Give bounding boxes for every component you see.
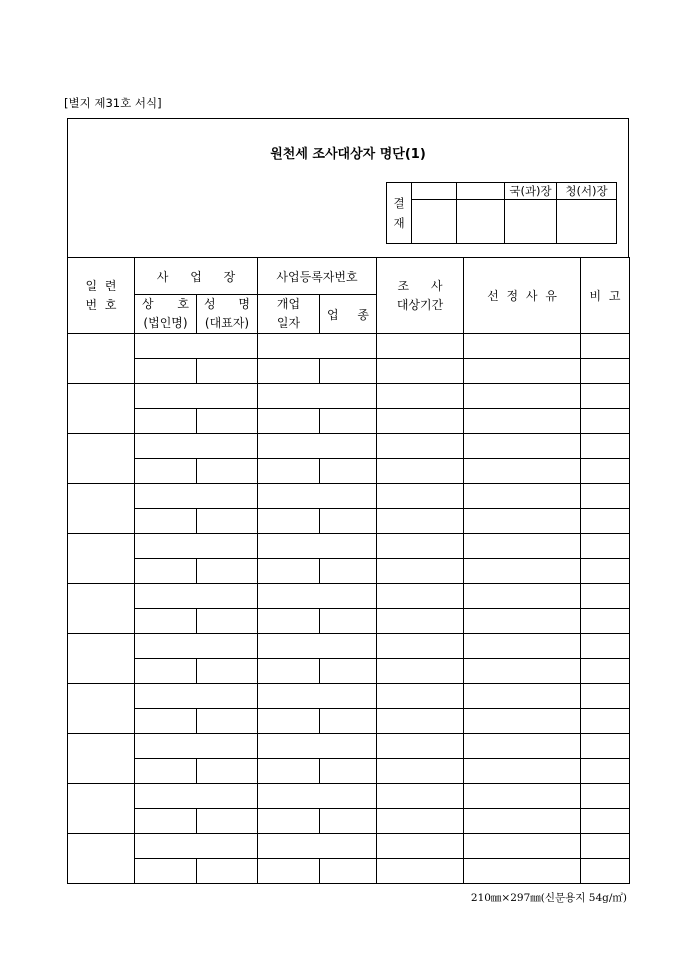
table-body [68, 334, 630, 884]
entry-row-upper [68, 484, 630, 509]
header-row-top [68, 258, 630, 295]
industry-cell [320, 509, 377, 534]
entry-row-upper [68, 434, 630, 459]
approval-sign-row [387, 200, 617, 244]
remarks-cell [581, 734, 630, 759]
industry-cell [320, 709, 377, 734]
selection-reason-cell [464, 634, 581, 659]
entry-row-lower [68, 359, 630, 384]
business-site-cell [135, 434, 258, 459]
business-site-cell [135, 684, 258, 709]
approval-box [386, 182, 617, 244]
entry-row-lower [68, 809, 630, 834]
target-list-table [67, 257, 630, 884]
open-date-cell [258, 609, 320, 634]
survey-period-cell [377, 859, 464, 884]
selection-reason-cell [464, 509, 581, 534]
survey-period-cell [377, 759, 464, 784]
industry-cell [320, 559, 377, 584]
header-business-name [135, 295, 197, 334]
entry-row-upper [68, 684, 630, 709]
industry-cell [320, 859, 377, 884]
business-site-cell [135, 834, 258, 859]
entry-row-upper [68, 384, 630, 409]
form-number-label: [별지 제31호 서식] [64, 96, 162, 110]
approval-sign-1 [412, 200, 457, 244]
business-name-cell [135, 809, 197, 834]
serial-number-cell [68, 634, 135, 684]
registration-number-cell [258, 434, 377, 459]
remarks-cell [581, 809, 630, 834]
representative-cell [197, 859, 258, 884]
approval-sign-office-chief [557, 200, 617, 244]
remarks-cell [581, 784, 630, 809]
registration-number-cell [258, 734, 377, 759]
industry-cell [320, 809, 377, 834]
industry-cell [320, 459, 377, 484]
selection-reason-cell [464, 709, 581, 734]
representative-cell [197, 559, 258, 584]
survey-period-cell [377, 834, 464, 859]
selection-reason-cell [464, 609, 581, 634]
serial-number-cell [68, 334, 135, 384]
serial-number-cell [68, 834, 135, 884]
paper-spec-footer: 210㎜×297㎜(신문용지 54g/㎡) [470, 892, 627, 904]
header-open-date-line2: 일자 [276, 316, 301, 330]
header-survey-period-line2: 대상기간 [396, 297, 444, 312]
selection-reason-cell [464, 759, 581, 784]
selection-reason-cell [464, 334, 581, 359]
representative-cell [197, 359, 258, 384]
survey-period-cell [377, 509, 464, 534]
remarks-cell [581, 484, 630, 509]
selection-reason-cell [464, 484, 581, 509]
serial-number-cell [68, 534, 135, 584]
representative-cell [197, 759, 258, 784]
header-serial-line2: 번 호 [85, 297, 117, 312]
header-representative [197, 295, 258, 334]
selection-reason-cell [464, 859, 581, 884]
approval-head-office-chief: 청(서)장 [557, 183, 617, 200]
open-date-cell [258, 809, 320, 834]
open-date-cell [258, 659, 320, 684]
survey-period-cell [377, 684, 464, 709]
approval-title-row [387, 183, 617, 200]
survey-period-cell [377, 709, 464, 734]
registration-number-cell [258, 584, 377, 609]
form-title: 원천세 조사대상자 명단(1) [270, 147, 426, 162]
survey-period-cell [377, 359, 464, 384]
selection-reason-cell [464, 434, 581, 459]
serial-number-cell [68, 434, 135, 484]
header-serial-number [68, 258, 135, 334]
industry-cell [320, 659, 377, 684]
open-date-cell [258, 359, 320, 384]
registration-number-cell [258, 484, 377, 509]
representative-cell [197, 409, 258, 434]
selection-reason-cell [464, 834, 581, 859]
remarks-cell [581, 409, 630, 434]
serial-number-cell [68, 684, 135, 734]
survey-period-cell [377, 659, 464, 684]
entry-row-upper [68, 334, 630, 359]
open-date-cell [258, 459, 320, 484]
industry-cell [320, 609, 377, 634]
selection-reason-cell [464, 409, 581, 434]
registration-number-cell [258, 634, 377, 659]
remarks-cell [581, 859, 630, 884]
approval-sign-bureau-chief [505, 200, 557, 244]
approval-label-top: 결 [393, 196, 405, 210]
header-selection-reason [464, 258, 581, 334]
business-name-cell [135, 659, 197, 684]
serial-number-cell [68, 784, 135, 834]
open-date-cell [258, 859, 320, 884]
header-survey-period [377, 258, 464, 334]
entry-row-lower [68, 459, 630, 484]
approval-label [387, 183, 412, 244]
business-site-cell [135, 734, 258, 759]
business-name-cell [135, 509, 197, 534]
representative-cell [197, 809, 258, 834]
header-industry [320, 295, 377, 334]
remarks-cell [581, 459, 630, 484]
business-site-cell [135, 334, 258, 359]
header-business-site-label: 사 업 장 [156, 269, 236, 284]
entry-row-upper [68, 734, 630, 759]
industry-cell [320, 359, 377, 384]
registration-number-cell [258, 834, 377, 859]
serial-number-cell [68, 734, 135, 784]
selection-reason-cell [464, 659, 581, 684]
entry-row-lower [68, 409, 630, 434]
selection-reason-cell [464, 559, 581, 584]
header-survey-period-line1: 조 사 [397, 278, 443, 293]
remarks-cell [581, 509, 630, 534]
remarks-cell [581, 634, 630, 659]
remarks-cell [581, 759, 630, 784]
business-name-cell [135, 709, 197, 734]
header-representative-line2: (대표자) [204, 316, 250, 330]
survey-period-cell [377, 484, 464, 509]
entry-row-upper [68, 834, 630, 859]
header-open-date-line1: 개업 [276, 297, 301, 311]
survey-period-cell [377, 584, 464, 609]
header-representative-line1: 성 명 [204, 297, 250, 311]
remarks-cell [581, 834, 630, 859]
representative-cell [197, 609, 258, 634]
entry-row-lower [68, 509, 630, 534]
selection-reason-cell [464, 784, 581, 809]
selection-reason-cell [464, 384, 581, 409]
survey-period-cell [377, 384, 464, 409]
business-site-cell [135, 634, 258, 659]
header-industry-label: 업 종 [327, 307, 369, 322]
remarks-cell [581, 434, 630, 459]
header-business-site [135, 258, 258, 295]
selection-reason-cell [464, 584, 581, 609]
survey-period-cell [377, 809, 464, 834]
survey-period-cell [377, 434, 464, 459]
entry-row-lower [68, 659, 630, 684]
selection-reason-cell [464, 459, 581, 484]
serial-number-cell [68, 584, 135, 634]
approval-label-bottom: 재 [393, 216, 405, 230]
approval-head-1 [412, 183, 457, 200]
entry-row-lower [68, 859, 630, 884]
representative-cell [197, 459, 258, 484]
approval-head-bureau-chief: 국(과)장 [505, 183, 557, 200]
registration-number-cell [258, 534, 377, 559]
survey-period-cell [377, 409, 464, 434]
selection-reason-cell [464, 734, 581, 759]
header-selection-reason-label: 선 정 사 유 [487, 289, 557, 303]
survey-period-cell [377, 559, 464, 584]
header-open-date [258, 295, 320, 334]
survey-period-cell [377, 784, 464, 809]
selection-reason-cell [464, 684, 581, 709]
open-date-cell [258, 759, 320, 784]
header-business-name-line2: (법인명) [143, 316, 188, 330]
registration-number-cell [258, 384, 377, 409]
survey-period-cell [377, 459, 464, 484]
business-name-cell [135, 409, 197, 434]
survey-period-cell [377, 334, 464, 359]
approval-head-2 [457, 183, 505, 200]
selection-reason-cell [464, 534, 581, 559]
business-site-cell [135, 384, 258, 409]
survey-period-cell [377, 534, 464, 559]
business-name-cell [135, 359, 197, 384]
remarks-cell [581, 584, 630, 609]
registration-number-cell [258, 784, 377, 809]
selection-reason-cell [464, 359, 581, 384]
business-site-cell [135, 784, 258, 809]
open-date-cell [258, 509, 320, 534]
registration-number-cell [258, 684, 377, 709]
entry-row-lower [68, 709, 630, 734]
approval-sign-2 [457, 200, 505, 244]
survey-period-cell [377, 609, 464, 634]
business-site-cell [135, 584, 258, 609]
remarks-cell [581, 684, 630, 709]
business-name-cell [135, 559, 197, 584]
entry-row-upper [68, 534, 630, 559]
remarks-cell [581, 534, 630, 559]
header-remarks [581, 258, 630, 334]
header-serial-line1: 일 련 [85, 278, 117, 293]
header-business-name-line1: 상 호 [142, 297, 189, 311]
entry-row-lower [68, 759, 630, 784]
survey-period-cell [377, 734, 464, 759]
business-name-cell [135, 459, 197, 484]
remarks-cell [581, 359, 630, 384]
entry-row-upper [68, 784, 630, 809]
representative-cell [197, 659, 258, 684]
remarks-cell [581, 384, 630, 409]
representative-cell [197, 509, 258, 534]
remarks-cell [581, 609, 630, 634]
open-date-cell [258, 559, 320, 584]
survey-period-cell [377, 634, 464, 659]
business-site-cell [135, 534, 258, 559]
business-name-cell [135, 759, 197, 784]
industry-cell [320, 759, 377, 784]
registration-number-cell [258, 334, 377, 359]
remarks-cell [581, 659, 630, 684]
open-date-cell [258, 709, 320, 734]
open-date-cell [258, 409, 320, 434]
remarks-cell [581, 709, 630, 734]
industry-cell [320, 409, 377, 434]
business-name-cell [135, 609, 197, 634]
header-remarks-label: 비 고 [589, 289, 621, 303]
remarks-cell [581, 334, 630, 359]
entry-row-upper [68, 634, 630, 659]
header-registration-number: 사업등록자번호 [258, 258, 377, 295]
business-site-cell [135, 484, 258, 509]
serial-number-cell [68, 384, 135, 434]
entry-row-upper [68, 584, 630, 609]
business-name-cell [135, 859, 197, 884]
entry-row-lower [68, 559, 630, 584]
selection-reason-cell [464, 809, 581, 834]
serial-number-cell [68, 484, 135, 534]
representative-cell [197, 709, 258, 734]
remarks-cell [581, 559, 630, 584]
entry-row-lower [68, 609, 630, 634]
